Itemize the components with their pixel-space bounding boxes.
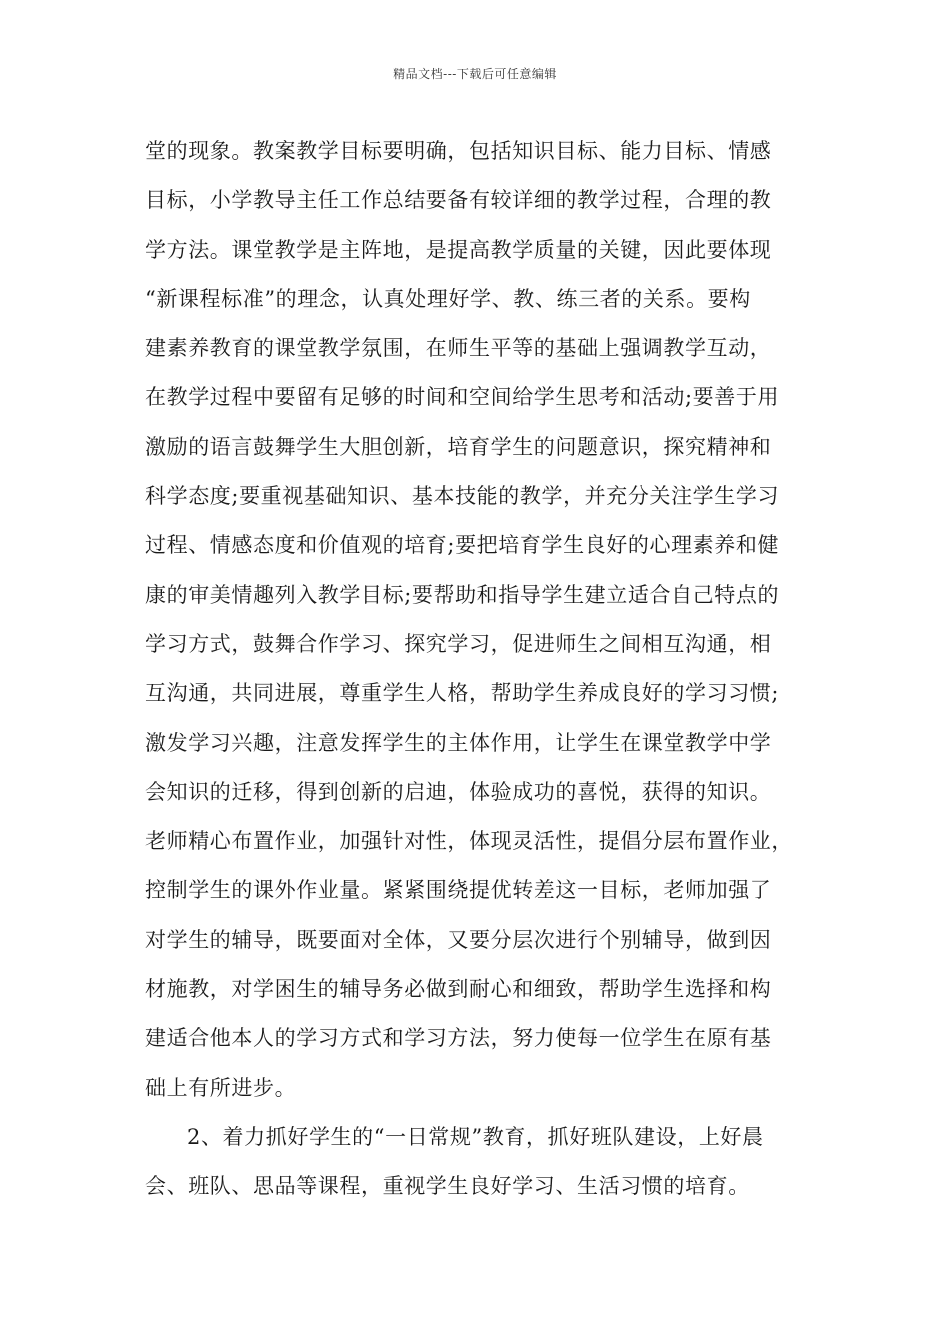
text-line: 激发学习兴趣，注意发挥学生的主体作用，让学生在课堂教学中学 [145,730,772,755]
text-line: 学习方式，鼓舞合作学习、探究学习，促进师生之间相互沟通，相 [145,631,772,656]
paragraph-first-line: 2、着力抓好学生的“一日常规”教育，抓好班队建设，上好晨 [187,1124,764,1149]
text-line: 科学态度;要重视基础知识、基本技能的教学，并充分关注学生学习 [145,484,780,509]
text-line: 对学生的辅导，既要面对全体，又要分层次进行个别辅导，做到因 [145,927,772,952]
text-line: 材施教，对学困生的辅导务必做到耐心和细致，帮助学生选择和构 [145,977,772,1002]
text-line: 堂的现象。教案教学目标要明确，包括知识目标、能力目标、情感 [145,139,772,163]
text-line: 础上有所进步。 [145,1075,297,1100]
text-line: 会、班队、思品等课程，重视学生良好学习、生活习惯的培育。 [145,1174,750,1199]
text-line: 建素养教育的课堂教学氛围，在师生平等的基础上强调教学互动， [145,336,772,361]
text-line: 学方法。课堂教学是主阵地，是提高教学质量的关键，因此要体现 [145,237,772,262]
text-line: 目标，小学教导主任工作总结要备有较详细的教学过程，合理的教 [145,188,772,213]
text-line: 老师精心布置作业，加强针对性，体现灵活性，提倡分层布置作业， [145,829,793,854]
text-line: 过程、情感态度和价值观的培育;要把培育学生良好的心理素养和健 [145,533,780,558]
text-line: 激励的语言鼓舞学生大胆创新，培育学生的问题意识，探究精神和 [145,434,772,459]
text-line: 会知识的迁移，得到创新的启迪，体验成功的喜悦，获得的知识。 [145,779,772,804]
text-line: 在教学过程中要留有足够的时间和空间给学生思考和活动;要善于用 [145,385,780,410]
text-line: “新课程标准”的理念，认真处理好学、教、练三者的关系。要构 [145,286,751,311]
text-line: 互沟通，共同进展，尊重学生人格，帮助学生养成良好的学习习惯; [145,681,780,706]
document-body [145,131,810,1216]
text-line: 建适合他本人的学习方式和学习方法，努力使每一位学生在原有基 [145,1026,772,1051]
text-line: 康的审美情趣列入教学目标;要帮助和指导学生建立适合自己特点的 [145,582,780,607]
page-header: 精品文档---下载后可任意编辑 [393,67,557,81]
text-line: 控制学生的课外作业量。紧紧围绕提优转差这一目标，老师加强了 [145,878,772,903]
